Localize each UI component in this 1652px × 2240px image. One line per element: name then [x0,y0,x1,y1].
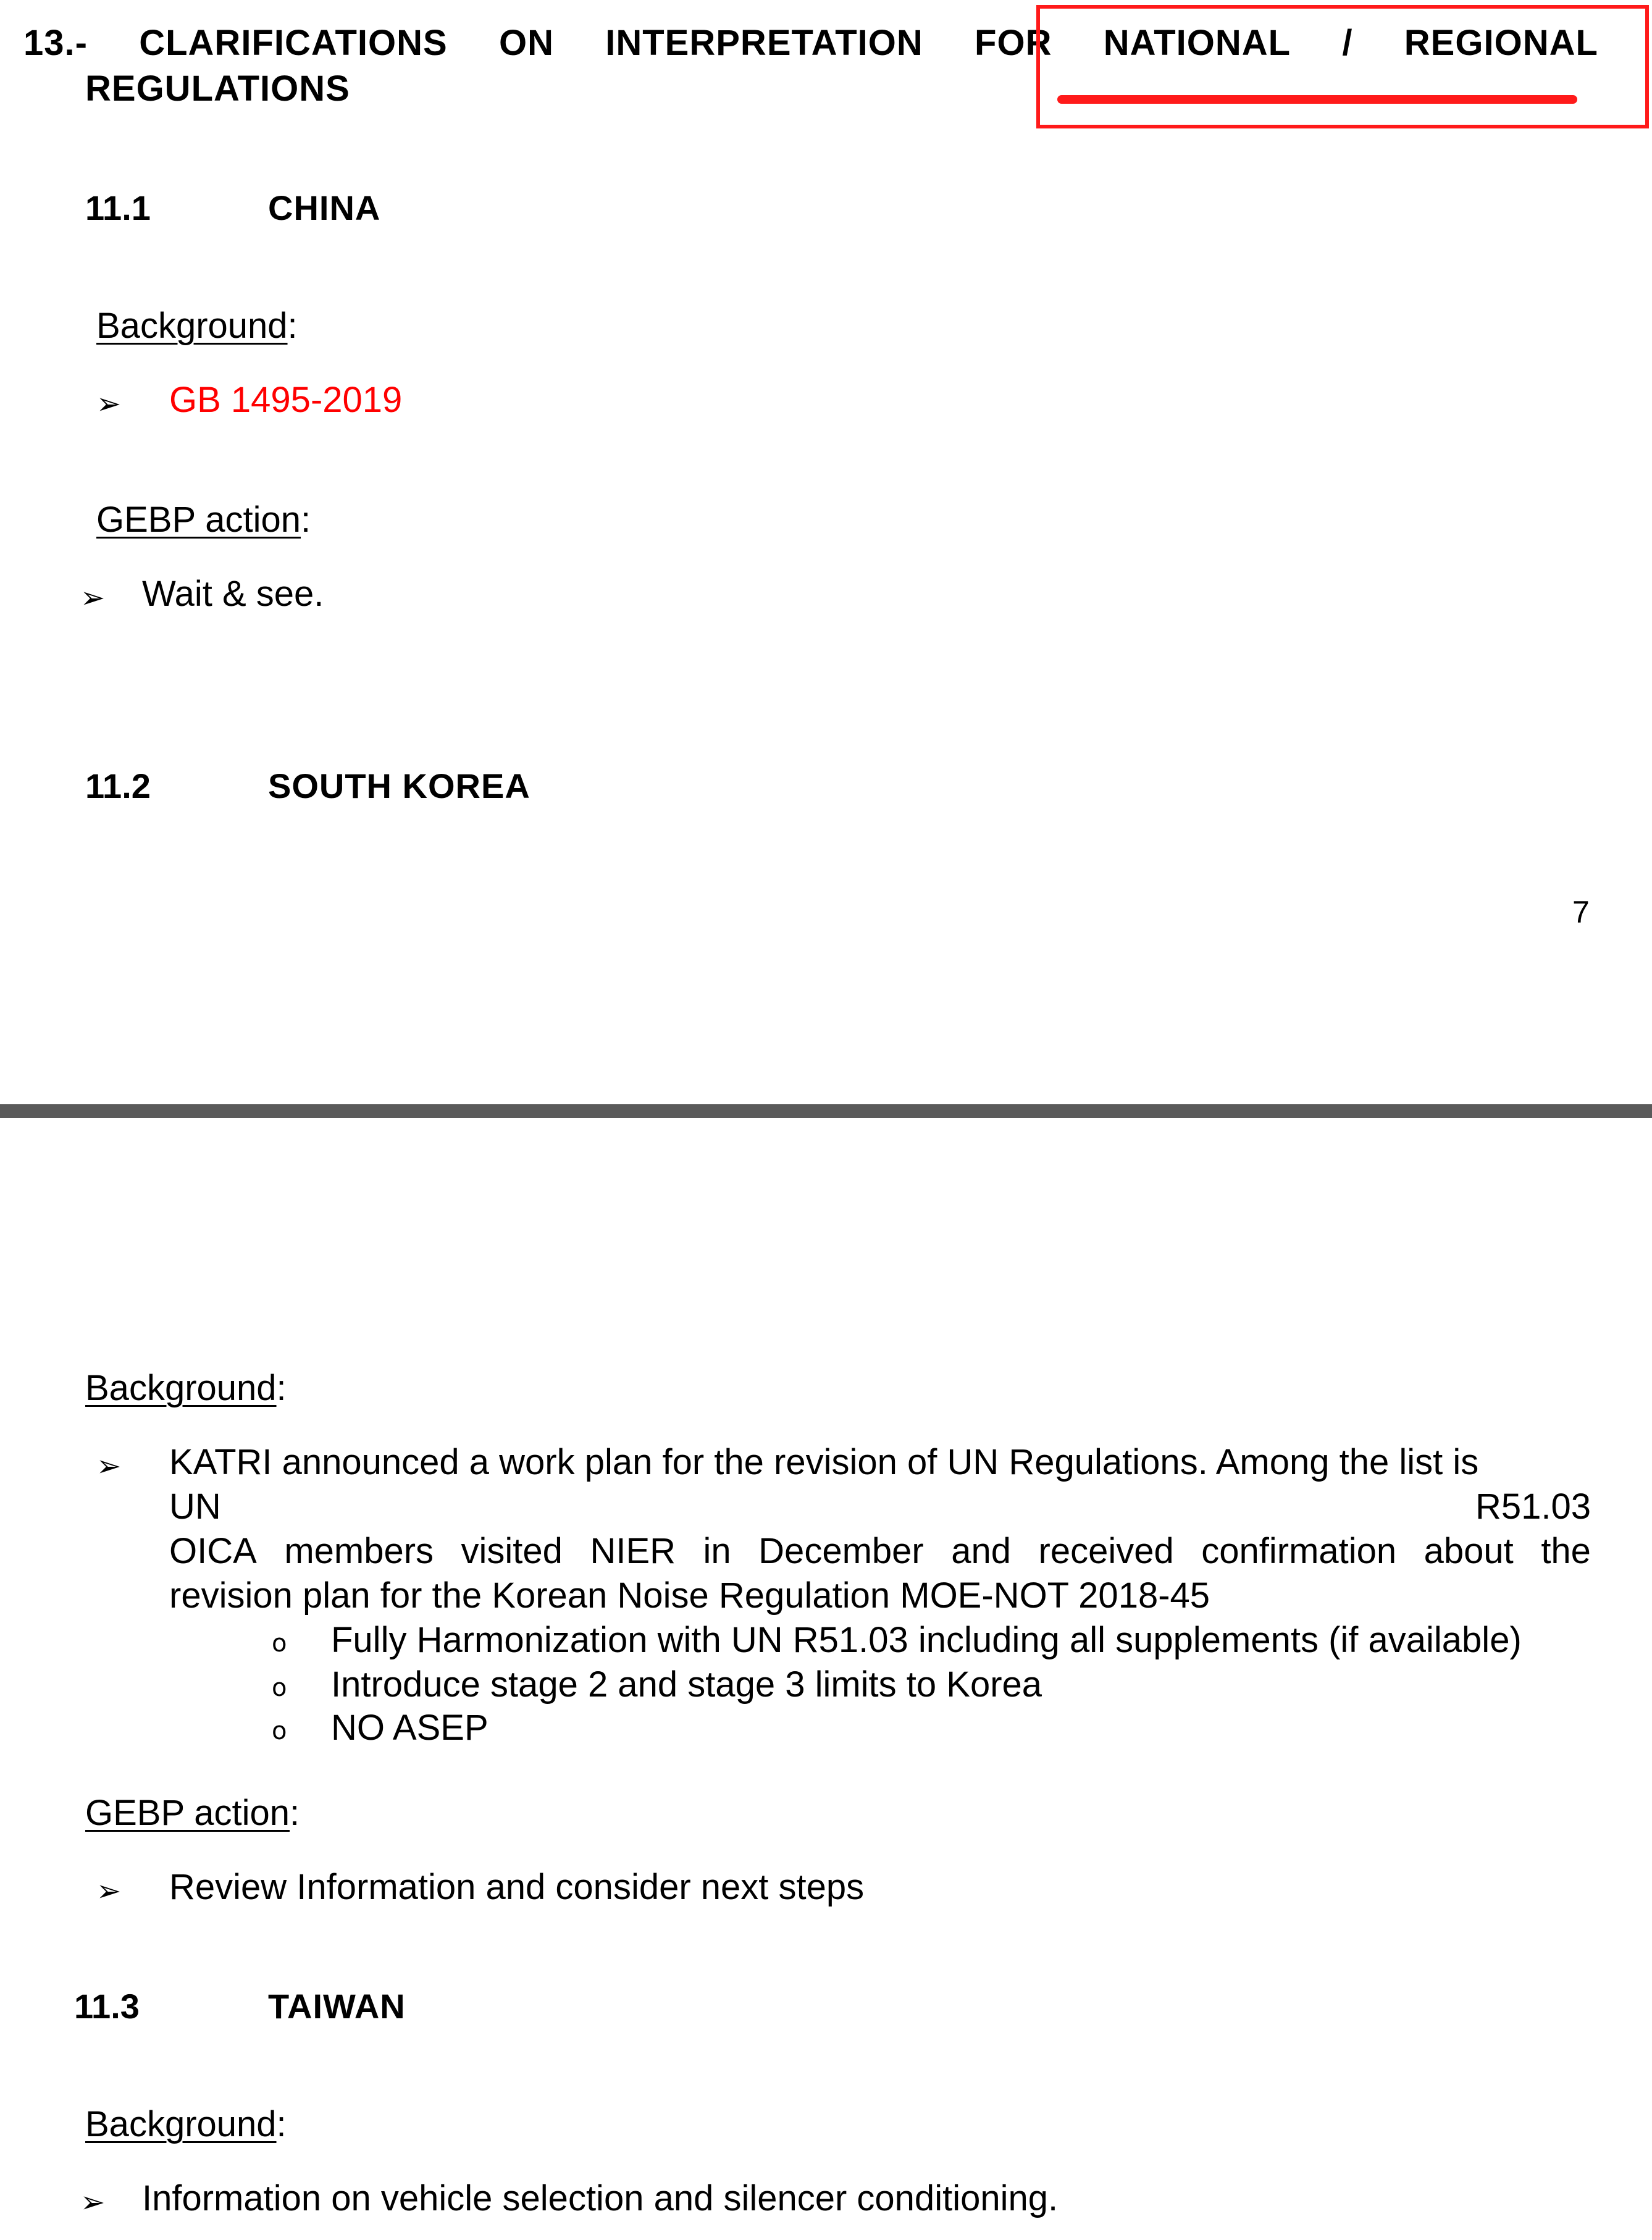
word: and [951,1531,1011,1571]
text-fragment: UN [169,1487,221,1527]
arrow-bullet-icon: ➢ [80,2185,106,2220]
heading-word: FOR [975,23,1052,63]
heading-word: ON [498,23,554,63]
word: in [703,1531,731,1571]
highlight-underline [1057,95,1577,104]
arrow-bullet-icon: ➢ [96,387,122,421]
text-fragment: R51.03 [1475,1487,1591,1527]
section-title: TAIWAN [268,1987,406,2026]
arrow-bullet-icon: ➢ [96,1449,122,1483]
word: December [758,1531,924,1571]
word: NIER [590,1531,676,1571]
paragraph-line [169,1486,1591,1527]
background-label: Background [85,2104,277,2144]
sub-list-item: NO ASEP [331,1708,488,1748]
colon: : [290,1793,300,1833]
background-label: Background [85,1368,277,1408]
circle-bullet-icon: o [272,1674,287,1702]
background-item: Information on vehicle selection and silencer conditioning. [142,2178,1059,2218]
heading-word-highlighted: NATIONAL [1103,23,1291,63]
word: confirmation [1201,1531,1397,1571]
heading-number: 13.- [23,23,88,63]
colon: : [287,306,298,346]
section-title: CHINA [268,188,381,227]
word: members [284,1531,434,1571]
paragraph-line: revision plan for the Korean Noise Regulation MOE-NOT 2018-45 [169,1575,1210,1616]
heading-word: INTERPRETATION [605,23,923,63]
paragraph-line: KATRI announced a work plan for the revision of UN Regulations. Among the list is [169,1442,1479,1482]
word: the [1541,1531,1591,1571]
heading-word: CLARIFICATIONS [139,23,448,63]
heading-slash: / [1342,23,1353,63]
action-heading [85,1792,300,1834]
heading-word-highlighted: REGIONAL [1404,23,1598,63]
section-number: 11.1 [85,188,151,227]
sub-list-item: Fully Harmonization with UN R51.03 including all supplements (if available) [331,1620,1522,1660]
background-label: Background [96,306,288,346]
background-heading [96,305,298,346]
colon: : [276,2104,287,2144]
action-heading [96,499,311,540]
section-number: 11.3 [74,1987,140,2026]
paragraph-line [169,1530,1591,1572]
background-heading [85,2104,287,2145]
action-item: Review Information and consider next steps [169,1867,865,1907]
word: received [1038,1531,1174,1571]
heading-line2: REGULATIONS [85,69,350,109]
action-label: GEBP action [96,500,301,540]
section-number: 11.2 [85,766,151,805]
regulation-reference: GB 1495-2019 [169,380,403,420]
arrow-bullet-icon: ➢ [96,1874,122,1908]
word: about [1423,1531,1514,1571]
section-title: SOUTH KOREA [268,766,530,805]
highlight-box [1036,5,1649,128]
word: visited [461,1531,563,1571]
sub-list-item: Introduce stage 2 and stage 3 limits to Korea [331,1664,1042,1705]
page-number: 7 [1572,895,1590,929]
action-label: GEBP action [85,1793,290,1833]
circle-bullet-icon: o [272,1629,287,1658]
word: OICA [169,1531,257,1571]
arrow-bullet-icon: ➢ [80,581,106,615]
action-item: Wait & see. [142,574,324,614]
page-divider [0,1104,1652,1118]
colon: : [301,500,311,540]
colon: : [276,1368,287,1408]
circle-bullet-icon: o [272,1717,287,1745]
background-heading [85,1367,287,1409]
